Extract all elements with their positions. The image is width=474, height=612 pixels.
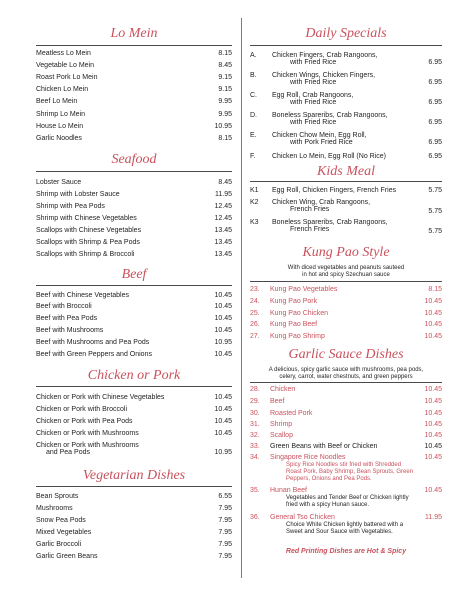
item-code: 24.	[250, 298, 260, 305]
item-price: 8.15	[428, 286, 442, 293]
kids-meal-rule	[250, 181, 442, 182]
kung-pao-rule	[250, 281, 442, 282]
item-name: Egg Roll, Crab Rangoons,	[272, 92, 354, 99]
item-name: Garlic Broccoli	[36, 541, 82, 548]
item-price: 7.95	[218, 505, 232, 512]
item-price: 10.45	[424, 487, 442, 494]
item-name: Beef with Broccoli	[36, 303, 92, 310]
item-code: 23.	[250, 286, 260, 293]
item-name: Kung Pao Beef	[270, 321, 318, 328]
item-name-line2: French Fries	[290, 206, 330, 213]
item-name-line2: with Pork Fried Rice	[290, 139, 353, 146]
item-code: 30.	[250, 410, 260, 417]
item-name: Snow Pea Pods	[36, 517, 86, 524]
item-name-line2: with Fried Rice	[290, 59, 337, 66]
item-price: 6.95	[428, 139, 442, 146]
item-price: 6.95	[428, 79, 442, 86]
item-price: 7.95	[218, 529, 232, 536]
item-price: 13.45	[214, 239, 232, 246]
item-description: fried with a spicy Hunan sauce.	[286, 502, 370, 508]
item-name: Boneless Spareribs, Crab Rangoons,	[272, 112, 388, 119]
item-name: Kung Pao Chicken	[270, 310, 328, 317]
item-code: 31.	[250, 421, 260, 428]
daily-specials-title: Daily Specials	[305, 26, 387, 41]
item-description: Choice White Chicken lightly battered with a	[286, 522, 404, 528]
kids-meal-title: Kids Meal	[317, 164, 375, 179]
item-name: Shrimp	[270, 421, 293, 428]
item-price: 9.95	[218, 111, 232, 118]
item-price: 5.75	[428, 208, 442, 215]
item-name: Chicken Chow Mein, Egg Roll,	[272, 132, 367, 139]
item-price: 6.95	[428, 99, 442, 106]
item-name: Chicken Wings, Chicken Fingers,	[272, 72, 376, 79]
item-code: B.	[250, 72, 257, 79]
item-price: 10.45	[424, 421, 442, 428]
item-price: 10.45	[424, 310, 442, 317]
item-code: 27.	[250, 333, 260, 340]
beef-title: Beef	[121, 267, 147, 282]
item-name: Bean Sprouts	[36, 493, 79, 500]
garlic-sauce-note-line2: celery, carrot, water chestnuts, and green peppers	[279, 374, 413, 380]
item-price: 10.45	[424, 398, 442, 405]
item-description: Sweet and Sour Sauce with Vegetables.	[286, 529, 393, 535]
item-description: Spicy Rice Noodles stir fried with Shredded	[286, 462, 402, 468]
item-name: Chicken Lo Mein	[36, 86, 89, 93]
item-name: Roast Pork Lo Mein	[36, 74, 98, 81]
item-code: K3	[250, 219, 259, 226]
item-description: Roast Pork, Baby Shrimp, Bean Sprouts, Green	[286, 469, 414, 475]
item-name: General Tso Chicken	[270, 514, 335, 521]
item-price: 8.15	[218, 50, 232, 57]
item-name-line2: with Fried Rice	[290, 99, 337, 106]
item-price: 6.55	[218, 493, 232, 500]
chicken-or-pork-title: Chicken or Pork	[87, 368, 181, 383]
item-name: Roasted Pork	[270, 410, 313, 417]
item-name: Meatless Lo Mein	[36, 50, 91, 57]
item-price: 10.45	[214, 327, 232, 334]
item-price: 10.45	[214, 303, 232, 310]
item-name: Egg Roll, Chicken Fingers, French Fries	[272, 187, 397, 194]
item-price: 8.15	[218, 135, 232, 142]
spicy-footnote: Red Printing Dishes are Hot & Spicy	[285, 548, 407, 555]
item-price: 10.95	[214, 449, 232, 456]
item-name: Beef Lo Mein	[36, 98, 78, 105]
item-price: 7.95	[218, 553, 232, 560]
item-price: 10.45	[424, 410, 442, 417]
item-price: 9.15	[218, 74, 232, 81]
item-price: 10.45	[214, 292, 232, 299]
item-code: K2	[250, 199, 259, 206]
kung-pao-note-line1: With diced vegetables and peanuts sauteed	[287, 265, 405, 271]
item-name: Green Beans with Beef or Chicken	[270, 443, 378, 450]
item-name: Chicken Lo Mein, Egg Roll (No Rice)	[272, 153, 386, 160]
item-price: 10.45	[424, 432, 442, 439]
item-name: Chicken or Pork with Broccoli	[36, 406, 128, 413]
item-price: 10.45	[214, 430, 232, 437]
item-name: Mixed Vegetables	[36, 529, 92, 536]
daily-specials-rule	[250, 45, 442, 46]
item-code: 35.	[250, 487, 260, 494]
item-price: 8.45	[218, 62, 232, 69]
item-price: 10.45	[214, 315, 232, 322]
item-price: 12.45	[214, 203, 232, 210]
item-code: 28.	[250, 386, 260, 393]
item-code: A.	[250, 52, 257, 59]
item-price: 10.45	[424, 386, 442, 393]
item-name: Garlic Noodles	[36, 135, 82, 142]
lo-mein-title: Lo Mein	[110, 26, 158, 41]
garlic-sauce-title: Garlic Sauce Dishes	[288, 347, 404, 362]
item-name: Chicken	[270, 386, 296, 393]
item-code: 26.	[250, 321, 260, 328]
item-name: Chicken Wing, Crab Rangoons,	[272, 199, 371, 206]
item-name: Beef	[270, 398, 285, 405]
item-price: 10.45	[424, 321, 442, 328]
item-price: 10.45	[424, 333, 442, 340]
column-divider	[241, 18, 242, 578]
item-name: Scallop	[270, 432, 293, 439]
item-code: C.	[250, 92, 257, 99]
item-name: Shrimp with Pea Pods	[36, 203, 105, 210]
lo-mein-rule	[36, 45, 232, 46]
beef-rule	[36, 285, 232, 286]
item-price: 13.45	[214, 251, 232, 258]
item-price: 9.15	[218, 86, 232, 93]
item-price: 10.45	[214, 406, 232, 413]
item-name-line2: with Fried Rice	[290, 119, 337, 126]
seafood-title: Seafood	[111, 152, 157, 167]
item-name-line2: and Pea Pods	[46, 449, 90, 456]
item-code: 29.	[250, 398, 260, 405]
item-description: Peppers, Onions and Pea Pods.	[286, 476, 372, 482]
item-name: Shrimp with Lobster Sauce	[36, 191, 120, 198]
item-code: 25.	[250, 310, 260, 317]
item-price: 13.45	[214, 227, 232, 234]
item-price: 6.95	[428, 153, 442, 160]
item-price: 10.45	[214, 394, 232, 401]
item-price: 10.45	[424, 443, 442, 450]
item-name: Chicken or Pork with Mushrooms	[36, 430, 139, 437]
item-code: 33.	[250, 443, 260, 450]
item-price: 10.45	[214, 351, 232, 358]
seafood-rule	[36, 171, 232, 172]
item-name: Beef with Pea Pods	[36, 315, 98, 322]
item-name: Chicken Fingers, Crab Rangoons,	[272, 52, 378, 59]
item-name: Kung Pao Shrimp	[270, 333, 325, 340]
item-name: Lobster Sauce	[36, 179, 82, 186]
item-code: E.	[250, 132, 257, 139]
garlic-sauce-note-line1: A delicious, spicy garlic sauce with mushrooms, pea pods,	[268, 367, 424, 373]
item-name: Mushrooms	[36, 505, 73, 512]
item-price: 5.75	[428, 228, 442, 235]
item-code: D.	[250, 112, 257, 119]
item-description: Vegetables and Tender Beef or Chicken lightly	[286, 495, 409, 501]
item-name: Beef with Mushrooms and Pea Pods	[36, 339, 150, 346]
item-name: Beef with Green Peppers and Onions	[36, 351, 152, 358]
item-price: 7.95	[218, 541, 232, 548]
item-code: K1	[250, 187, 259, 194]
vegetarian-rule	[36, 486, 232, 487]
item-name: Boneless Spareribs, Crab Rangoons,	[272, 219, 388, 226]
item-price: 7.95	[218, 517, 232, 524]
item-name: Chicken or Pork with Pea Pods	[36, 418, 133, 425]
item-name: Beef with Chinese Vegetables	[36, 292, 130, 299]
item-name: Scallops with Shrimp & Pea Pods	[36, 239, 140, 246]
item-name: Beef with Mushrooms	[36, 327, 104, 334]
item-name: House Lo Mein	[36, 123, 84, 130]
item-name: Chicken or Pork with Mushrooms	[36, 442, 139, 449]
chicken-or-pork-rule	[36, 386, 232, 387]
item-name: Singapore Rice Noodles	[270, 454, 346, 461]
item-name: Vegetable Lo Mein	[36, 62, 94, 69]
item-price: 5.75	[428, 187, 442, 194]
kung-pao-note-line2: in hot and spicy Szechuan sauce	[302, 272, 390, 278]
item-price: 12.45	[214, 215, 232, 222]
item-name-line2: French Fries	[290, 226, 330, 233]
item-price: 11.95	[215, 191, 232, 198]
item-name: Scallops with Shrimp & Broccoli	[36, 251, 135, 258]
item-price: 6.95	[428, 59, 442, 66]
item-name: Shrimp with Chinese Vegetables	[36, 215, 137, 222]
vegetarian-title: Vegetarian Dishes	[82, 468, 186, 483]
item-price: 10.45	[214, 418, 232, 425]
item-price: 10.45	[424, 298, 442, 305]
item-name: Chicken or Pork with Chinese Vegetables	[36, 394, 165, 401]
item-price: 8.45	[218, 179, 232, 186]
item-code: 36.	[250, 514, 260, 521]
item-price: 10.95	[214, 339, 232, 346]
item-name: Hunan Beef	[270, 487, 307, 494]
item-price: 10.45	[424, 454, 442, 461]
item-price: 6.95	[428, 119, 442, 126]
item-code: 32.	[250, 432, 260, 439]
garlic-sauce-rule	[250, 382, 442, 383]
item-name: Scallops with Chinese Vegetables	[36, 227, 142, 234]
item-price: 10.95	[214, 123, 232, 130]
kung-pao-title: Kung Pao Style	[302, 245, 390, 260]
item-code: F.	[250, 153, 256, 160]
item-name: Kung Pao Pork	[270, 298, 318, 305]
item-name: Kung Pao Vegetables	[270, 286, 338, 293]
item-price: 9.95	[218, 98, 232, 105]
item-name-line2: with Fried Rice	[290, 79, 337, 86]
item-name: Shrimp Lo Mein	[36, 111, 86, 118]
item-code: 34.	[250, 454, 260, 461]
item-price: 11.95	[425, 514, 442, 521]
item-name: Garlic Green Beans	[36, 553, 98, 560]
